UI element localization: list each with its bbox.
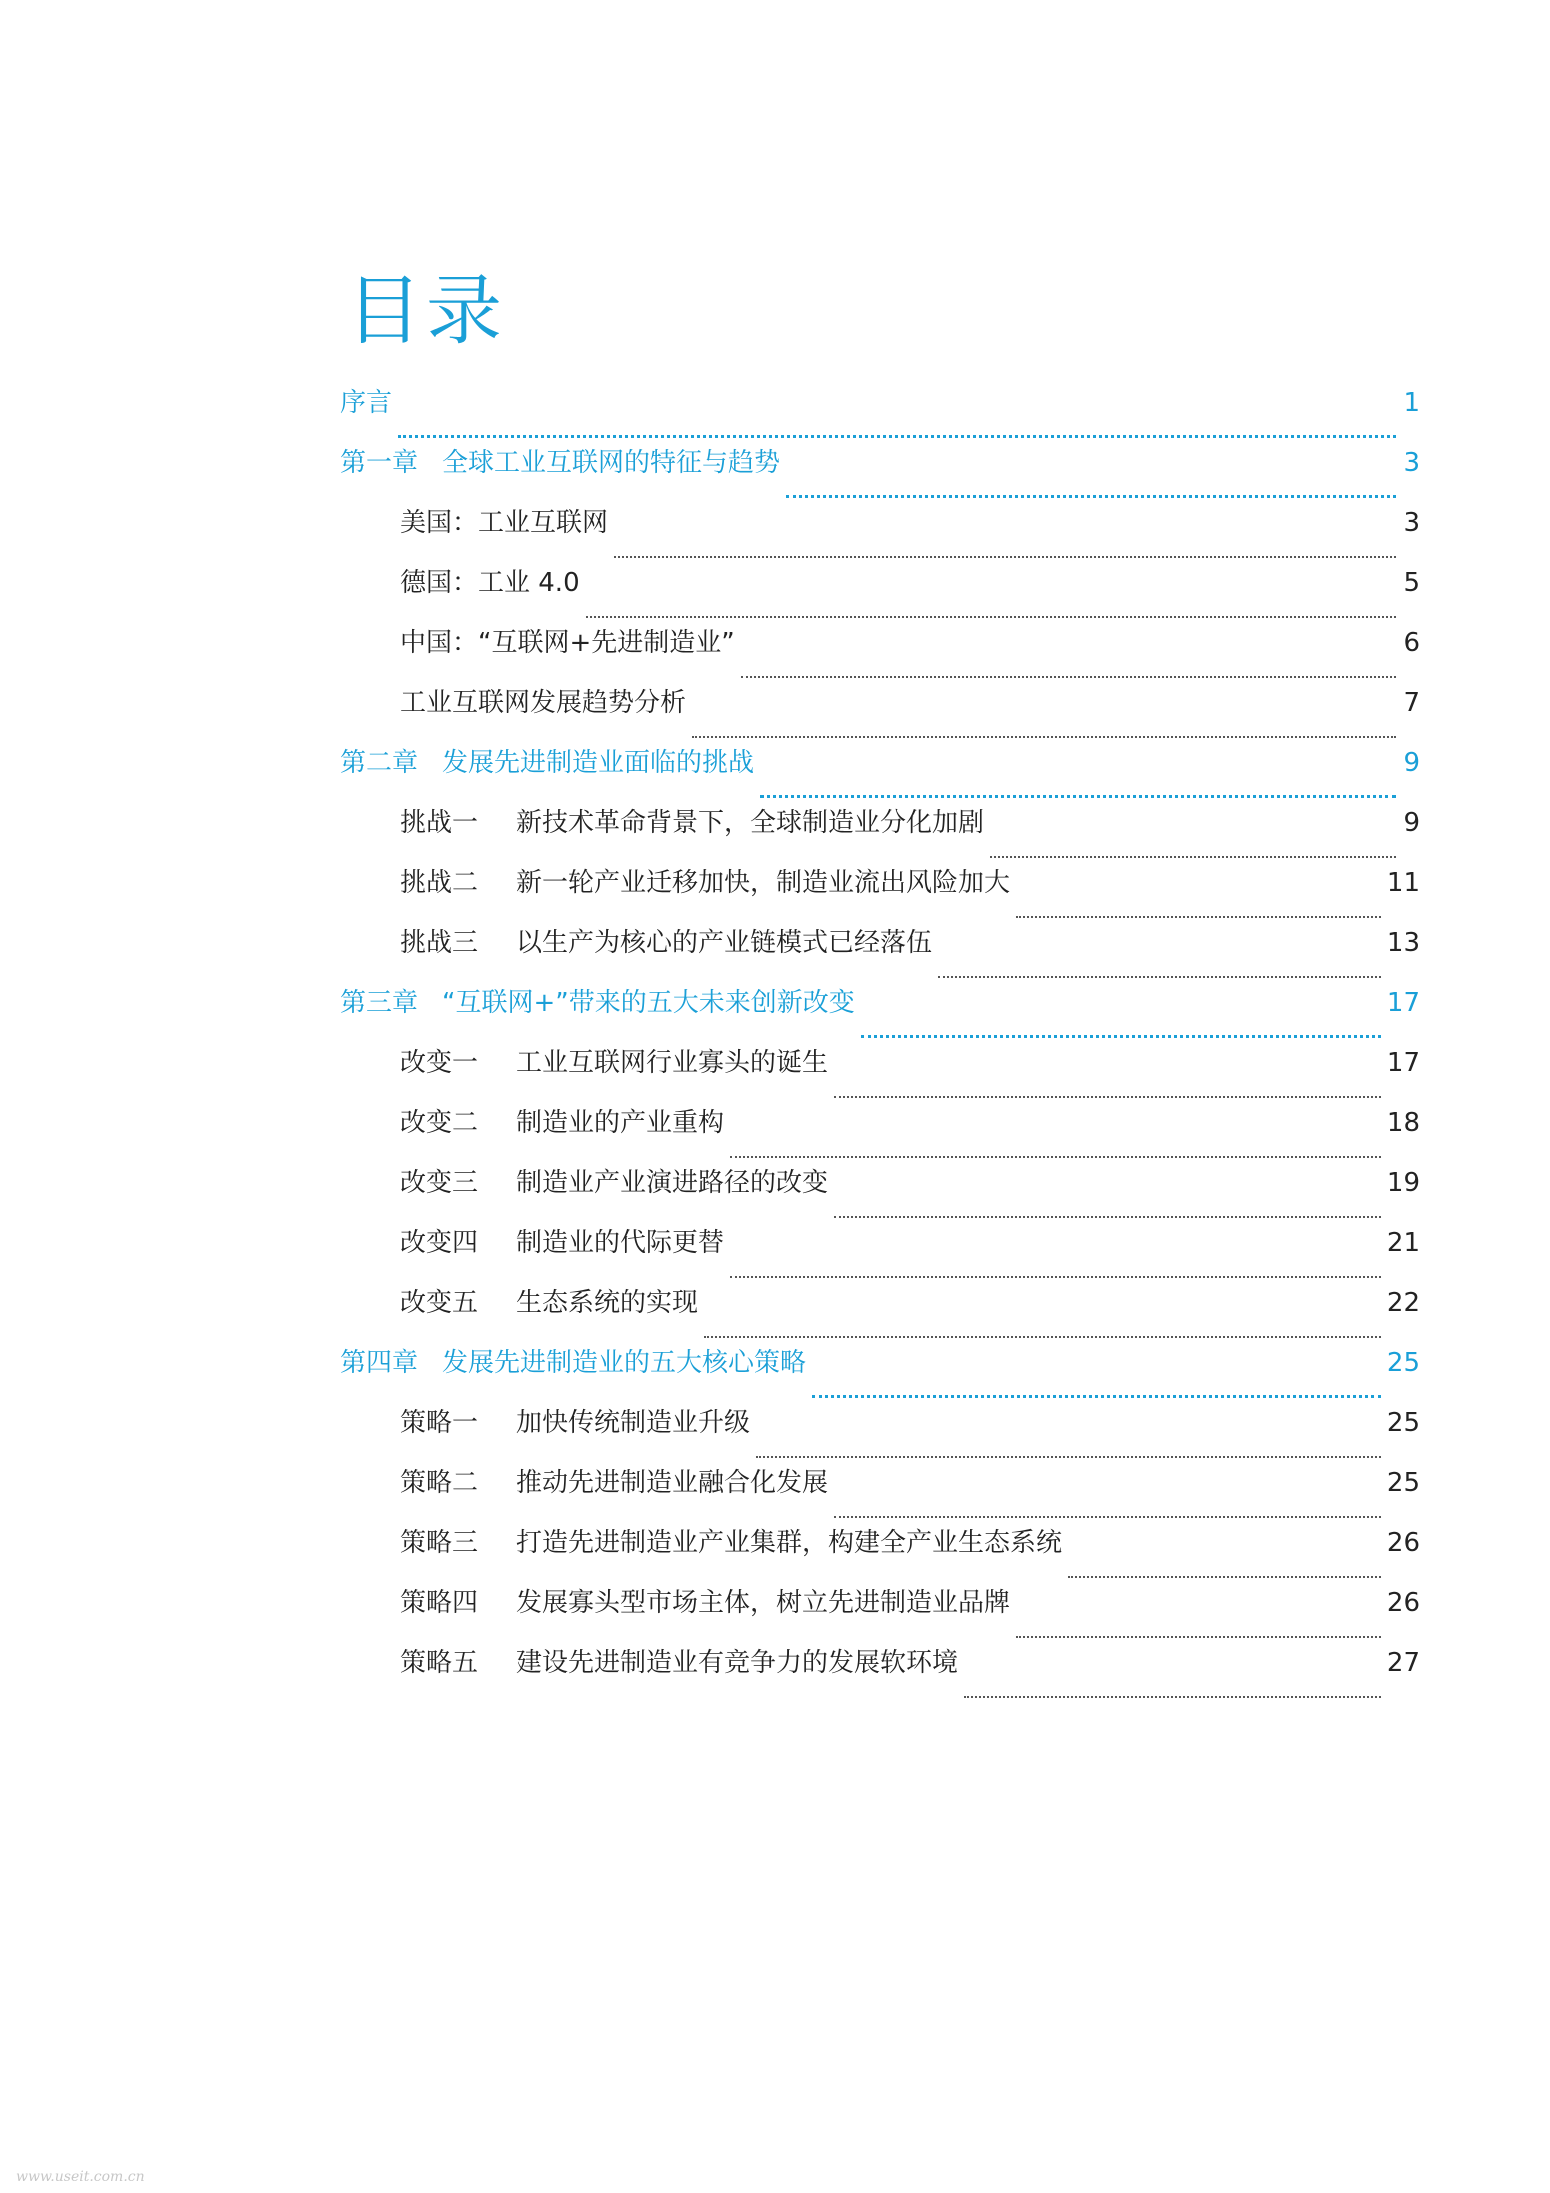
toc-entry-title: 加快传统制造业升级 (516, 1408, 751, 1438)
toc-entry-title: 中国：“互联网+先进制造业” (400, 628, 735, 658)
toc-entry-title: 发展先进制造业的五大核心策略 (442, 1348, 807, 1378)
dot-leader (614, 530, 1396, 558)
dot-leader (1016, 1610, 1381, 1638)
toc-entry-page-number: 17 (1386, 1048, 1420, 1078)
toc-entry-title: “互联网+”带来的五大未来创新改变 (442, 988, 855, 1018)
toc-entry-prefix: 策略一 (400, 1408, 479, 1438)
dot-leader (760, 769, 1396, 798)
toc-entry-prefix: 策略二 (400, 1468, 479, 1498)
dot-leader (692, 710, 1396, 738)
toc-entry-page-number: 9 (1403, 808, 1420, 838)
dot-leader (938, 950, 1381, 978)
toc-section-entry[interactable] (340, 682, 1420, 742)
toc-entry-title: 制造业产业演进路径的改变 (516, 1168, 829, 1198)
toc-entry-page-number: 27 (1386, 1648, 1420, 1678)
toc-section-entry[interactable] (340, 1282, 1420, 1342)
toc-entry-title: 工业互联网行业寡头的诞生 (516, 1048, 829, 1078)
dot-leader (1016, 890, 1381, 918)
toc-entry-prefix: 改变一 (400, 1048, 479, 1078)
toc-section-entry[interactable] (340, 1522, 1420, 1582)
toc-entry-prefix: 策略五 (400, 1648, 479, 1678)
toc-entry-page-number: 7 (1403, 688, 1420, 718)
page-title: 目录 (346, 266, 506, 355)
toc-entry-page-number: 1 (1403, 388, 1420, 418)
toc-entry-page-number: 19 (1386, 1168, 1420, 1198)
toc-chapter-entry[interactable] (340, 442, 1420, 502)
toc-entry-page-number: 11 (1386, 868, 1420, 898)
toc-entry-prefix: 改变三 (400, 1168, 479, 1198)
toc-entry-title: 新一轮产业迁移加快，制造业流出风险加大 (516, 868, 1011, 898)
toc-entry-page-number: 3 (1403, 508, 1420, 538)
toc-section-entry[interactable] (340, 922, 1420, 982)
toc-entry-page-number: 25 (1386, 1408, 1420, 1438)
toc-chapter-entry[interactable] (340, 1342, 1420, 1402)
dot-leader (730, 1130, 1381, 1158)
toc-entry-page-number: 25 (1386, 1348, 1420, 1378)
toc-entry-prefix: 策略三 (400, 1528, 479, 1558)
dot-leader (786, 469, 1396, 498)
dot-leader (861, 1009, 1381, 1038)
toc-entry-title: 打造先进制造业产业集群，构建全产业生态系统 (516, 1528, 1063, 1558)
dot-leader (834, 1490, 1381, 1518)
dot-leader (834, 1190, 1381, 1218)
toc-chapter-entry[interactable] (340, 982, 1420, 1042)
toc-entry-title: 制造业的代际更替 (516, 1228, 725, 1258)
toc-entry-page-number: 25 (1386, 1468, 1420, 1498)
toc-section-entry[interactable] (340, 1642, 1420, 1702)
toc-section-entry[interactable] (340, 862, 1420, 922)
toc-entry-prefix: 挑战一 (400, 808, 479, 838)
dot-leader (730, 1250, 1381, 1278)
toc-entry-prefix: 第二章 (340, 748, 419, 778)
toc-entry-prefix: 第三章 (340, 988, 419, 1018)
toc-entry-prefix: 策略四 (400, 1588, 479, 1618)
toc-entry-prefix: 挑战三 (400, 928, 479, 958)
toc-entry-page-number: 9 (1403, 748, 1420, 778)
toc-entry-title: 全球工业互联网的特征与趋势 (442, 448, 781, 478)
dot-leader (964, 1670, 1381, 1698)
toc-section-entry[interactable] (340, 562, 1420, 622)
dot-leader (834, 1070, 1381, 1098)
toc-entry-title: 建设先进制造业有竞争力的发展软环境 (516, 1648, 959, 1678)
toc-entry-prefix: 第四章 (340, 1348, 419, 1378)
toc-entry-page-number: 26 (1386, 1528, 1420, 1558)
toc-entry-page-number: 17 (1386, 988, 1420, 1018)
toc-section-entry[interactable] (340, 1462, 1420, 1522)
dot-leader (741, 650, 1396, 678)
toc-entry-title: 发展先进制造业面临的挑战 (442, 748, 755, 778)
dot-leader (704, 1310, 1381, 1338)
toc-entry-page-number: 21 (1386, 1228, 1420, 1258)
toc-entry-title: 工业互联网发展趋势分析 (400, 688, 687, 718)
dot-leader (1068, 1550, 1381, 1578)
toc-section-entry[interactable] (340, 1222, 1420, 1282)
toc-section-entry[interactable] (340, 502, 1420, 562)
toc-section-entry[interactable] (340, 1102, 1420, 1162)
toc-entry-page-number: 3 (1403, 448, 1420, 478)
toc-section-entry[interactable] (340, 1402, 1420, 1462)
toc-entry-title: 美国：工业互联网 (400, 508, 609, 538)
toc-entry-title: 德国：工业 4.0 (400, 568, 580, 598)
toc-entry-page-number: 18 (1386, 1108, 1420, 1138)
toc-entry-title: 发展寡头型市场主体，树立先进制造业品牌 (516, 1588, 1011, 1618)
toc-entry-prefix: 改变四 (400, 1228, 479, 1258)
toc-chapter-entry[interactable] (340, 382, 1420, 442)
table-of-contents (340, 382, 1420, 1702)
dot-leader (586, 590, 1396, 618)
toc-entry-title: 生态系统的实现 (516, 1288, 699, 1318)
toc-entry-page-number: 13 (1386, 928, 1420, 958)
toc-entry-page-number: 26 (1386, 1588, 1420, 1618)
toc-entry-prefix: 第一章 (340, 448, 419, 478)
toc-entry-prefix: 改变五 (400, 1288, 479, 1318)
dot-leader (812, 1369, 1381, 1398)
toc-chapter-entry[interactable] (340, 742, 1420, 802)
dot-leader (398, 409, 1396, 438)
toc-entry-title: 制造业的产业重构 (516, 1108, 725, 1138)
toc-entry-title: 序言 (340, 388, 393, 418)
toc-section-entry[interactable] (340, 1162, 1420, 1222)
toc-entry-prefix: 改变二 (400, 1108, 479, 1138)
toc-entry-page-number: 22 (1386, 1288, 1420, 1318)
toc-section-entry[interactable] (340, 1582, 1420, 1642)
dot-leader (990, 830, 1396, 858)
toc-section-entry[interactable] (340, 1042, 1420, 1102)
toc-section-entry[interactable] (340, 802, 1420, 862)
toc-section-entry[interactable] (340, 622, 1420, 682)
toc-entry-page-number: 6 (1403, 628, 1420, 658)
toc-entry-title: 新技术革命背景下，全球制造业分化加剧 (516, 808, 985, 838)
toc-entry-page-number: 5 (1403, 568, 1420, 598)
toc-entry-title: 推动先进制造业融合化发展 (516, 1468, 829, 1498)
toc-entry-title: 以生产为核心的产业链模式已经落伍 (516, 928, 933, 958)
dot-leader (756, 1430, 1381, 1458)
toc-entry-prefix: 挑战二 (400, 868, 479, 898)
watermark: www.useit.com.cn (16, 2169, 145, 2185)
